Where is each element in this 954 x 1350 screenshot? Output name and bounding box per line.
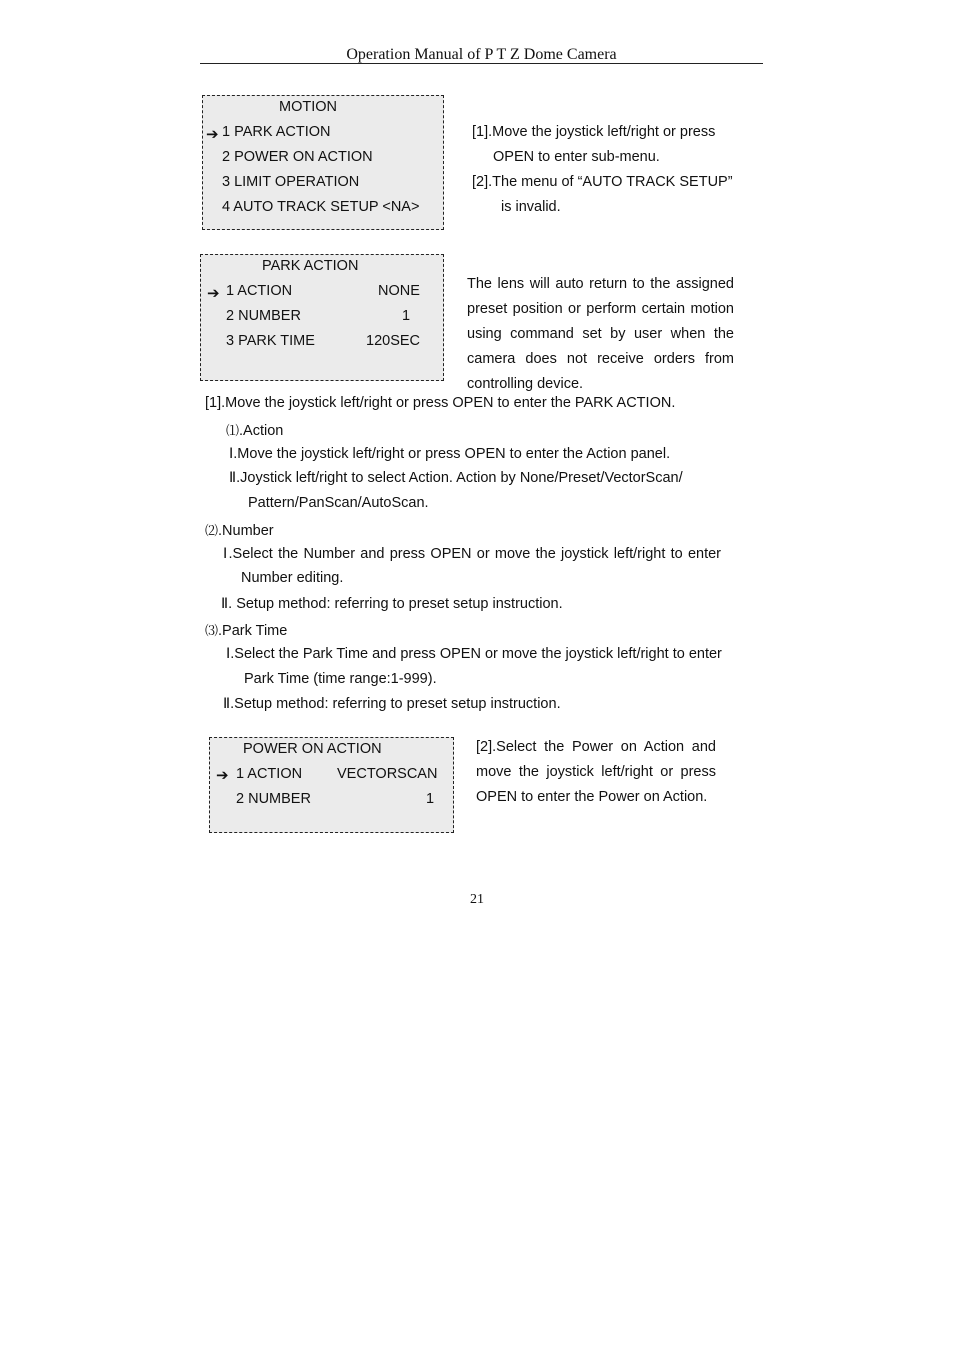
park-menu-row-value: 120SEC [366,333,421,349]
motion-note-line: [1].Move the joystick left/right or press [472,124,716,140]
park-menu-row-label: 2 NUMBER [226,308,301,324]
motion-menu-item: 2 POWER ON ACTION [222,149,373,165]
action-heading-number: ⑴ [226,423,240,438]
motion-menu-item: 4 AUTO TRACK SETUP <NA> [222,199,420,215]
number-step-text: Number editing. [241,570,344,586]
park-time-heading [205,620,287,639]
action-step-text: Ⅱ.Joystick left/right to select Action. Action by None/Preset/VectorScan/ [229,470,683,486]
action-step-text: Ⅰ.Move the joystick left/right or press OPEN to enter the Action panel. [229,446,671,462]
park-menu-row-label: 3 PARK TIME [226,333,315,349]
arrow-right-icon: ➔ [216,767,229,784]
park-time-heading-title: .Park Time [218,623,288,639]
motion-note-line: [2].The menu of “AUTO TRACK SETUP” [472,174,733,190]
power-menu-row-label: 1 ACTION [236,766,303,782]
park-time-heading-number: ⑶ [205,623,219,638]
park-menu-row-value: 1 [402,308,411,324]
motion-note-line: OPEN to enter sub-menu. [493,149,660,165]
power-menu-row-value: VECTORSCAN [337,766,438,782]
number-heading-number: ⑵ [205,523,219,538]
park-intro-text: [1].Move the joystick left/right or press OPEN to enter the PARK ACTION. [205,395,676,411]
page-number: 21 [470,892,484,907]
number-heading [205,520,274,539]
park-menu-title: PARK ACTION [262,258,359,274]
motion-menu-item: 3 LIMIT OPERATION [222,174,360,190]
number-step-text: Ⅰ.Select the Number and press OPEN or move the joystick left/right to enter [223,546,721,562]
action-step-text: Pattern/PanScan/AutoScan. [248,495,429,511]
arrow-right-icon: ➔ [206,126,219,143]
action-heading-title: .Action [239,423,284,439]
motion-note-line: is invalid. [501,199,561,215]
power-menu-title: POWER ON ACTION [243,741,382,757]
action-heading [226,420,283,439]
power-menu-row-label: 2 NUMBER [236,791,311,807]
park-menu-row-value: NONE [378,283,420,299]
power-menu-row-value: 1 [426,791,435,807]
page-header-title: Operation Manual of P T Z Dome Camera [346,46,617,63]
number-heading-title: .Number [218,523,274,539]
park-time-step-text: Ⅰ.Select the Park Time and press OPEN or move the joystick left/right to enter [226,646,722,662]
park-action-description: The lens will auto return to the assigned preset position or perform certain motion using command set by user when the camera does not receive orders from controlling device. [467,276,734,392]
arrow-right-icon: ➔ [207,285,220,302]
motion-menu-title: MOTION [279,99,337,115]
park-time-step-text: Park Time (time range:1-999). [244,671,437,687]
park-time-step-text: Ⅱ.Setup method: referring to preset setup instruction. [223,696,561,712]
number-step-text: Ⅱ. Setup method: referring to preset setup instruction. [221,596,563,612]
header-rule [200,63,763,64]
motion-menu-item: 1 PARK ACTION [222,124,331,140]
park-menu-row-label: 1 ACTION [226,283,293,299]
power-on-action-description: [2].Select the Power on Action and move the joystick left/right or press OPEN to enter the Power on Action. [476,739,716,805]
